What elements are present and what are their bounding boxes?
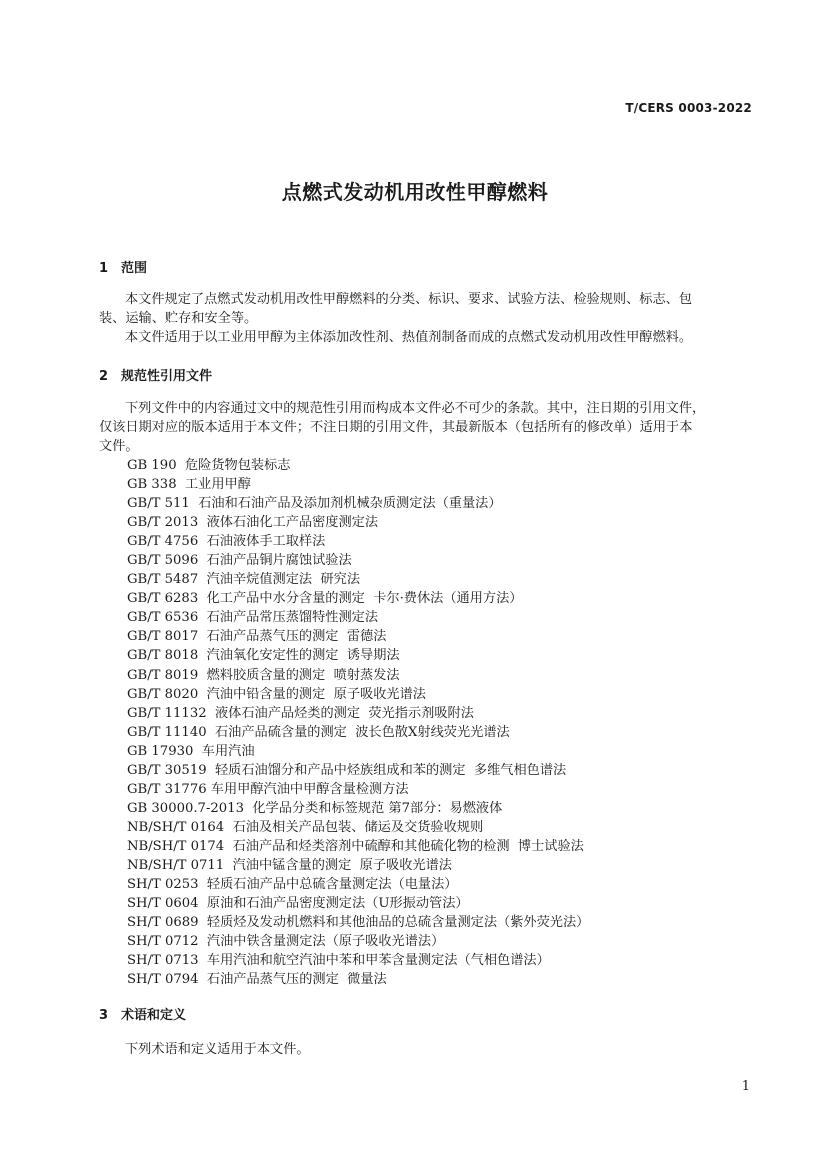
section-3-body	[99, 1040, 751, 1059]
reference-item: SH/T 0713 车用汽油和航空汽油中苯和甲苯含量测定法（气相色谱法）	[127, 953, 550, 969]
reference-item: GB/T 5096 石油产品铜片腐蚀试验法	[127, 553, 352, 569]
document-title: 点燃式发动机用改性甲醇燃料	[281, 180, 549, 204]
section-title: 范围	[121, 261, 148, 276]
section-1-heading	[99, 257, 147, 276]
reference-item: GB/T 8017 石油产品蒸气压的测定 雷德法	[127, 629, 387, 645]
reference-item: GB/T 30519 轻质石油馏分和产品中烃族组成和苯的测定 多维气相色谱法	[127, 762, 567, 778]
reference-item: GB/T 11132 液体石油产品烃类的测定 荧光指示剂吸附法	[127, 705, 474, 721]
reference-item: NB/SH/T 0711 汽油中锰含量的测定 原子吸收光谱法	[127, 857, 452, 873]
reference-item: GB/T 6536 石油产品常压蒸馏特性测定法	[127, 610, 379, 626]
page-number: 1	[741, 1079, 750, 1094]
reference-item: GB/T 31776 车用甲醇汽油中甲醇含量检测方法	[127, 781, 409, 797]
section-number: 2	[99, 369, 109, 384]
reference-item: SH/T 0794 石油产品蒸气压的测定 微量法	[127, 972, 387, 988]
reference-item: GB/T 6283 化工产品中水分含量的测定 卡尔·费休法（通用方法）	[127, 591, 523, 607]
text-line: 本文件规定了点燃式发动机用改性甲醇燃料的分类、标识、要求、试验方法、检验规则、标志、包	[125, 292, 693, 307]
reference-item: SH/T 0689 轻质烃及发动机燃料和其他油品的总硫含量测定法（紫外荧光法）	[127, 915, 590, 931]
reference-item: GB/T 8019 燃料胶质含量的测定 喷射蒸发法	[127, 667, 400, 683]
reference-item: GB/T 5487 汽油辛烷值测定法 研究法	[127, 572, 361, 588]
reference-item: GB/T 4756 石油液体手工取样法	[127, 534, 326, 550]
reference-item: GB 17930 车用汽油	[127, 743, 255, 759]
text-line: 文件。	[99, 439, 139, 454]
text-line: 下列术语和定义适用于本文件。	[125, 1042, 310, 1057]
reference-item: SH/T 0253 轻质石油产品中总硫含量测定法（电量法）	[127, 877, 458, 893]
section-1-body	[99, 290, 751, 347]
reference-item: GB 190 危险货物包装标志	[127, 458, 291, 473]
reference-item: NB/SH/T 0174 石油产品和烃类溶剂中硫醇和其他硫化物的检测 博士试验法	[127, 838, 584, 854]
reference-item: GB/T 8018 汽油氧化安定性的测定 诱导期法	[127, 648, 400, 664]
reference-item: NB/SH/T 0164 石油及相关产品包装、储运及交货验收规则	[127, 819, 484, 835]
normative-references-list	[127, 456, 589, 989]
reference-item: GB/T 11140 石油产品硫含量的测定 波长色散X射线荧光光谱法	[127, 724, 510, 740]
reference-item: GB 338 工业用甲醇	[127, 477, 251, 493]
text-line: 装、运输、贮存和安全等。	[99, 311, 258, 326]
section-2-heading	[99, 365, 212, 384]
document-code: T/CERS 0003-2022	[625, 101, 752, 115]
section-3-heading	[99, 1004, 186, 1023]
reference-item: GB 30000.7-2013 化学品分类和标签规范 第7部分：易燃液体	[127, 800, 503, 816]
reference-item: GB/T 8020 汽油中铅含量的测定 原子吸收光谱法	[127, 686, 426, 702]
text-line: 本文件适用于以工业用甲醇为主体添加改性剂、热值剂制备而成的点燃式发动机用改性甲醇燃料。	[125, 330, 693, 345]
section-number: 1	[99, 261, 109, 276]
reference-item: GB/T 511 石油和石油产品及添加剂机械杂质测定法（重量法）	[127, 496, 502, 512]
reference-item: SH/T 0712 汽油中铁含量测定法（原子吸收光谱法）	[127, 934, 445, 950]
section-number: 3	[99, 1008, 109, 1023]
section-title: 术语和定义	[121, 1008, 187, 1023]
section-2-body	[99, 399, 751, 456]
section-title: 规范性引用文件	[121, 369, 213, 384]
reference-item: SH/T 0604 原油和石油产品密度测定法（U形振动管法）	[127, 896, 469, 912]
text-line: 下列文件中的内容通过文中的规范性引用而构成本文件必不可少的条款。其中，注日期的引用文件，	[125, 401, 706, 416]
reference-item: GB/T 2013 液体石油化工产品密度测定法	[127, 515, 379, 531]
text-line: 仅该日期对应的版本适用于本文件；不注日期的引用文件，其最新版本（包括所有的修改单）适用于本	[99, 420, 693, 435]
